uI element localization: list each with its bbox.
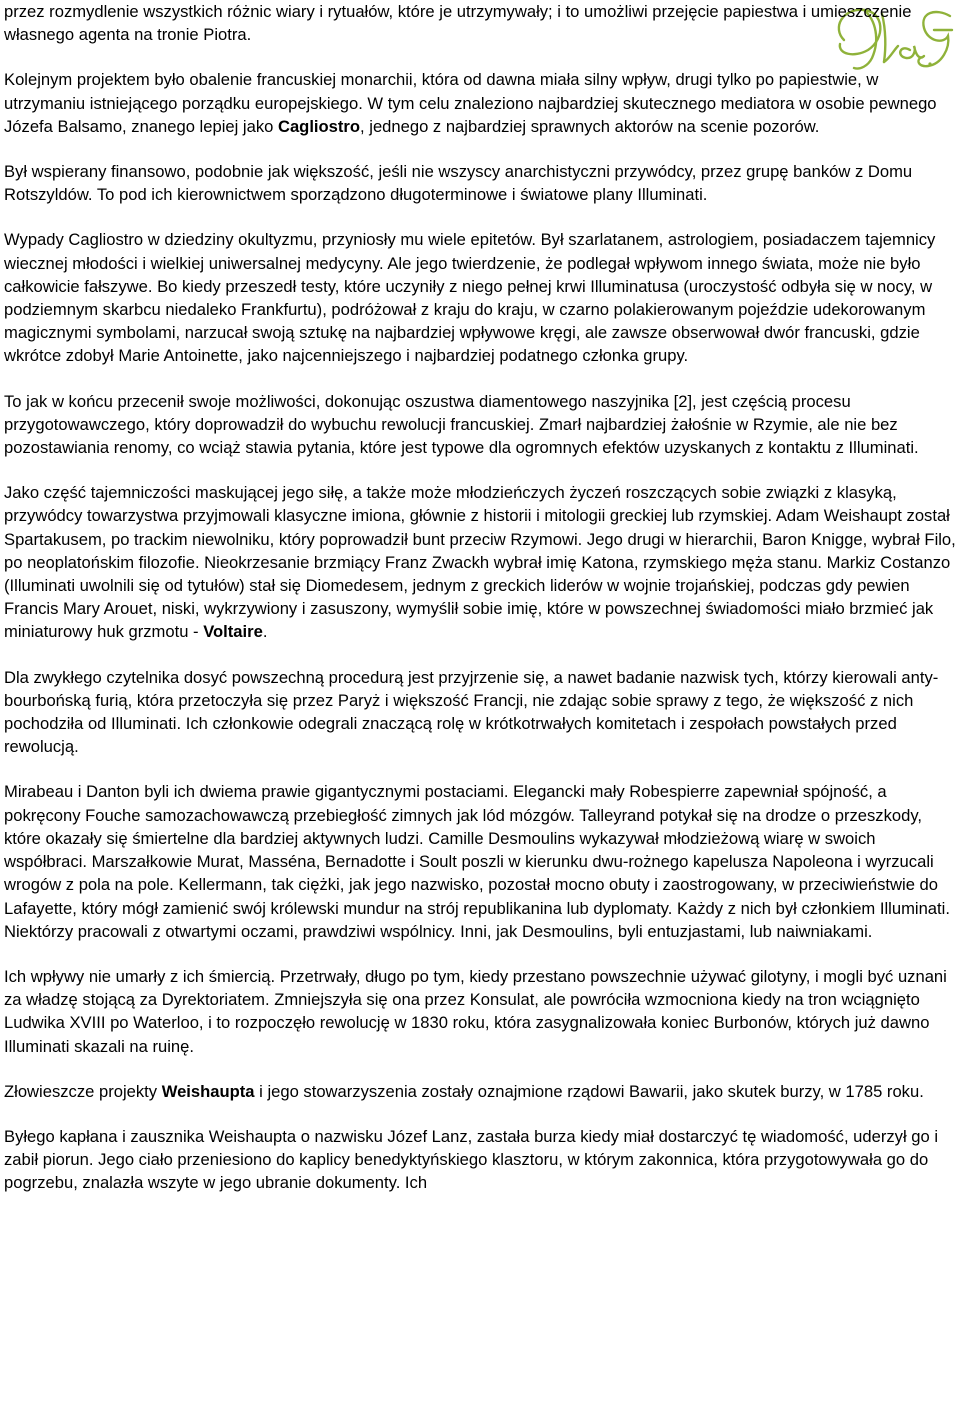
text-segment: przez rozmydlenie wszystkich różnic wiary i rytuałów, które je utrzymywały; i to umożliwi przejęcie papiestwa i umieszczenie własnego agenta na tronie Piotra.	[4, 2, 912, 45]
text-segment: Kolejnym projektem było obalenie francuskiej monarchii, która od dawna miała silny wpływ, drugi tylko po papiestwie, w utrzymaniu istniejącego porządku europejskiego. W tym celu znaleziono najbardziej skutecznego mediatora w osobie pewnego Józefa Balsamo, znanego lepiej jako	[4, 70, 937, 136]
paragraph	[4, 481, 956, 643]
text-segment: Złowieszcze projekty	[4, 1081, 162, 1101]
paragraph	[4, 0, 956, 46]
paragraph	[4, 666, 956, 759]
text-segment: i jego stowarzyszenia zostały oznajmione rządowi Bawarii, jako skutek burzy, w 1785 roku.	[254, 1081, 924, 1101]
text-segment: Wypady Cagliostro w dziedziny okultyzmu, przyniosły mu wiele epitetów. Był szarlatanem, astrologiem, posiadaczem tajemnicy wiecznej młodości i wielkiej uniwersalnej medycyny. Ale jego twierdzenie, że podlegał wpływom innego świata, może nie było całkowicie fałszywe. Bo kiedy przeszedł testy, które uczyniły z niego pełnej krwi Illuminatusa (uroczystość odbyła się w nocy, w podziemnym skarbcu niedaleko Frankfurtu), podróżował z kraju do kraju, w czarno polakierowanym pojeździe udekorowanym magicznymi symbolami, narzucał swoją sztukę na najbardziej wpływowe kręgi, ale zawsze obserwował dwór francuski, gdzie wkrótce zdobył Marie Antoinette, jako najcenniejszego i najbardziej podatnego członka grupy.	[4, 230, 936, 366]
paragraph	[4, 160, 956, 206]
text-segment: , jednego z najbardziej sprawnych aktorów na scenie pozorów.	[360, 116, 820, 136]
bold-text: Cagliostro	[277, 116, 361, 136]
paragraph	[4, 68, 956, 138]
paragraph	[4, 228, 956, 367]
text-segment: .	[262, 622, 268, 642]
text-segment: To jak w końcu przecenił swoje możliwości, dokonując oszustwa diamentowego naszyjnika [2], jest częścią procesu przygotowawczego, który doprowadził do wybuchu rewolucji francuskiej. Zmarł najbardziej żałośnie w Rzymie, ale nie bez pozostawiania renomy, co wciąż stawia pytania, które jest typowe dla ogromnych efektów uzyskanych z kontaktu z Illuminati.	[4, 391, 919, 458]
text-segment: Mirabeau i Danton byli ich dwiema prawie gigantycznymi postaciami. Elegancki mały Robespierre zapewniał spójność, a pokręcony Fouche samozachowawczą przebiegłość zimnych jak lód mózgów. Talleyrand potykał się na drodze o przeszkody, które okazały się śmiertelne dla bardziej aktywnych ludzi. Camille Desmoulins wykazywał młodzieżową wiarę w swoich współbraci. Marszałkowie Murat, Masséna, Bernadotte i Soult poszli w kierunku dwu-rożnego kapelusza Napoleona i wyrzucali wrogów z pola na pole. Kellermann, tak ciężki, jak jego nazwisko, pozostał mocno obuty i zaostrogowany, w przeciwieństwie do Lafayette, który mógł zamienić swój królewski mundur na strój republikanina lub dyplomaty. Każdy z nich był członkiem Illuminati. Niektórzy pracowali z otwartymi oczami, prawdziwi wspólnicy. Inni, jak Desmoulins, byli entuzjastami, lub naiwniakami.	[4, 782, 950, 941]
text-segment: Był wspierany finansowo, podobnie jak większość, jeśli nie wszyscy anarchistyczni przywódcy, przez grupę banków z Domu Rotszyldów. To pod ich kierownictwem sporządzono długoterminowe i światowe plany Illuminati.	[4, 162, 913, 205]
bold-text: Voltaire	[203, 622, 263, 642]
paragraph	[4, 1080, 956, 1103]
paragraph	[4, 390, 956, 460]
text-segment: Ich wpływy nie umarły z ich śmiercią. Przetrwały, długo po tym, kiedy przestano powszechnie używać gilotyny, i mogli być uznani za władzę stojącą za Dyrektoriatem. Zmniejszyła się ona przez Konsulat, ale powróciła wzmocniona kiedy na tron wciągnięto Ludwika XVIII po Waterloo, i to rozpoczęło rewolucję w 1830 roku, która zasygnalizowała koniec Burbonów, których już dawno Illuminati skazali na ruinę.	[4, 966, 947, 1056]
paragraph	[4, 1125, 956, 1195]
document-body	[4, 0, 956, 1217]
text-segment: Dla zwykłego czytelnika dosyć powszechną procedurą jest przyjrzenie się, a nawet badanie nazwisk tych, którzy kierowali anty-bourbońską furią, która przetoczyła się przez Paryż i większość Francji, nie zdając sobie sprawy z tego, że większość z nich pochodziła od Illuminati. Ich członkowie odegrali znaczącą rolę w krótkotrwałych komitetach i zespołach powstałych przed rewolucją.	[4, 667, 939, 757]
text-segment: Byłego kapłana i zausznika Weishaupta o nazwisku Józef Lanz, zastała burza kiedy miał dostarczyć tę wiadomość, uderzył go i zabił piorun. Jego ciało przeniesiono do kaplicy benedyktyńskiego klasztoru, w którym zakonnica, która przygotowywała go do pogrzebu, znalazła wszyte w jego ubranie dokumenty. Ich	[4, 1126, 939, 1193]
paragraph	[4, 965, 956, 1058]
paragraph	[4, 780, 956, 942]
text-segment: Jako część tajemniczości maskującej jego siłę, a także może młodzieńczych życzeń roszczących sobie związki z klasyką, przywódcy towarzystwa przyjmowali klasyczne imiona, głównie z historii i mitologii greckiej lub rzymskiej. Adam Weishaupt został Spartakusem, po trackim niewolniku, który poprowadził bunt przeciw Rzymowi. Jego drugi w hierarchii, Baron Knigge, wybrał Filo, po neoplatońskim filozofie. Nieokrzesanie brzmiący Franz Zwackh wybrał imię Katona, rzymskiego męża stanu. Markiz Costanzo (Illuminati uwolnili się od tytułów) stał się Diomedesem, jednym z greckich liderów w wojnie trojańskiej, podczas gdy pewien Francis Mary Arouet, niski, wykrzywiony i zasuszony, wymyślił sobie imię, które w powszechnej świadomości miało brzmieć jak miniaturowy huk grzmotu -	[4, 483, 956, 642]
bold-text: Weishaupta	[161, 1081, 255, 1101]
